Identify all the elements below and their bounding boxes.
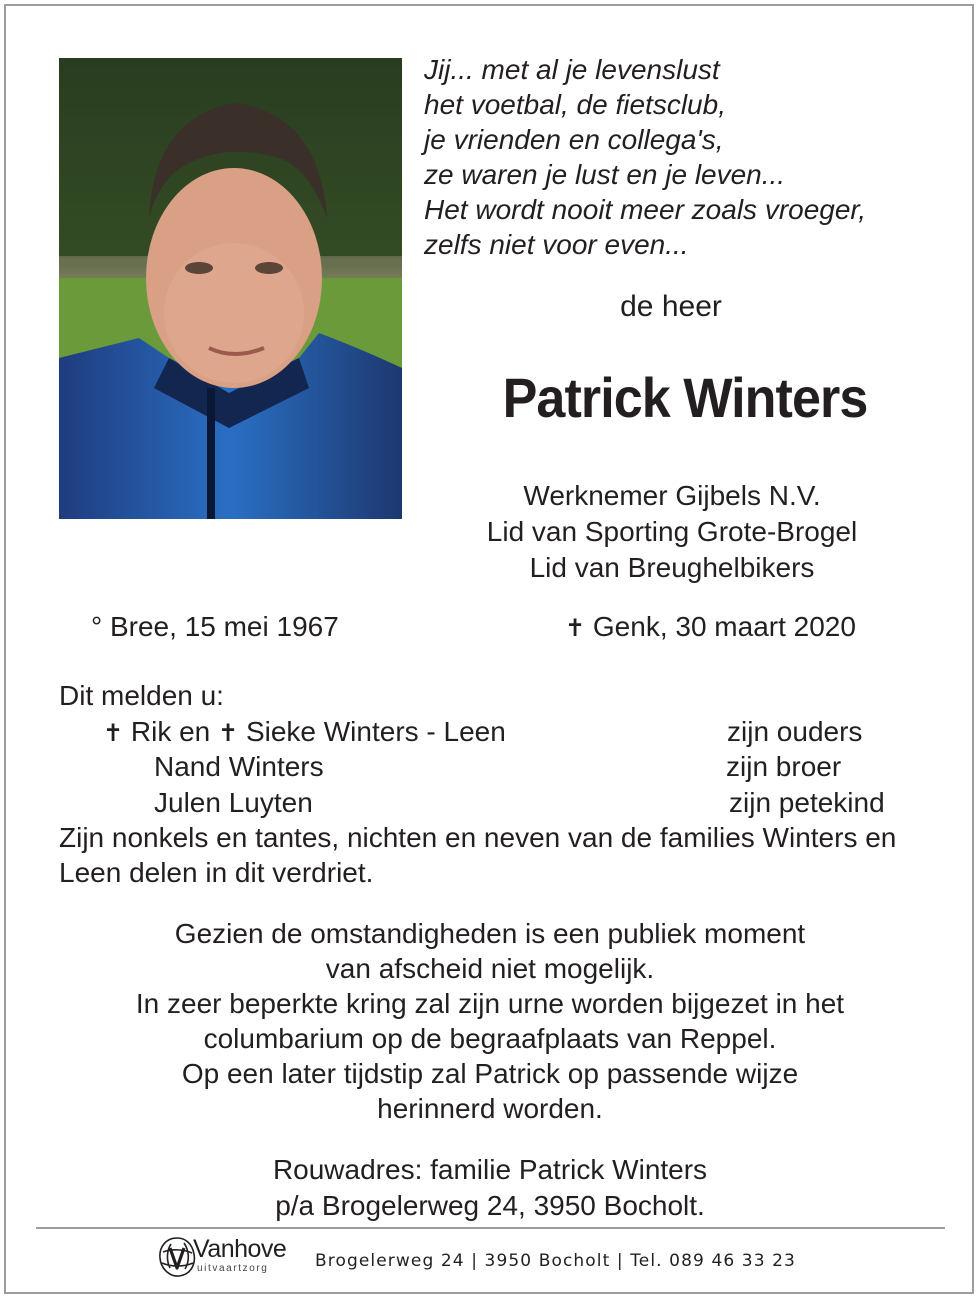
notice-line: In zeer beperkte kring zal zijn urne worden bijgezet in het [135,988,845,1019]
portrait-photo [59,58,402,519]
notice-line: Op een later tijdstip zal Patrick op passende wijze [181,1058,799,1089]
notice-line: Gezien de omstandigheden is een publiek moment [174,918,806,949]
vanhove-logo-subtitle: uitvaartzorg [197,1263,269,1274]
cross-icon: ✝ [103,720,124,747]
footer-divider [36,1227,945,1229]
memorial-poem: Jij... met al je levenslust het voetbal, de fietsclub, je vrienden en collega's, ze waren je lust en je leven... Het wordt nooit meer zoals vroeger, zelfs niet voor even... [424,54,866,260]
address-line: p/a Brogelerweg 24, 3950 Bocholt. [275,1190,705,1221]
address-line: Rouwadres: familie Patrick Winters [272,1154,708,1185]
relative-name: Julen Luyten [154,787,313,818]
mourning-address [40,1152,940,1224]
relative-name: ✝ Rik en ✝ Sieke Winters - Leen [103,716,506,747]
cross-icon: ✝ [218,720,239,747]
birth-symbol: ° [91,611,103,642]
footer-contact: Brogelerweg 24 | 3950 Bocholt | Tel. 089 46 33 23 [315,1251,796,1271]
affiliation-item: Lid van Sporting Grote-Brogel [486,516,858,547]
notice-line: herinnerd worden. [377,1093,603,1124]
birth-text: Bree, 15 mei 1967 [109,611,339,642]
affiliations-list [420,478,924,586]
deceased-name: Patrick Winters [502,366,868,429]
affiliation-item: Werknemer Gijbels N.V. [523,480,821,511]
death-text: Genk, 30 maart 2020 [592,611,856,642]
vanhove-logo-icon [157,1234,197,1280]
extended-family: Zijn nonkels en tantes, nichten en neven van de families Winters en Leen delen in dit verdriet. [59,822,897,888]
death-info [565,609,856,647]
affiliation-item: Lid van Breughelbikers [529,552,815,583]
honorific: de heer [620,290,722,323]
relative-relation: zijn ouders [727,716,863,747]
announce-label: Dit melden u: [59,680,224,711]
notice-line: columbarium op de begraafplaats van Reppel. [203,1023,777,1054]
birth-info [91,609,339,645]
vanhove-logo-text: Vanhove [193,1235,287,1263]
ceremony-notice [40,916,940,1126]
cross-icon: ✝ [565,615,586,642]
relative-relation: zijn broer [726,751,842,782]
relative-name: Nand Winters [154,751,324,782]
relative-relation: zijn petekind [729,787,885,818]
notice-line: van afscheid niet mogelijk. [325,953,655,984]
